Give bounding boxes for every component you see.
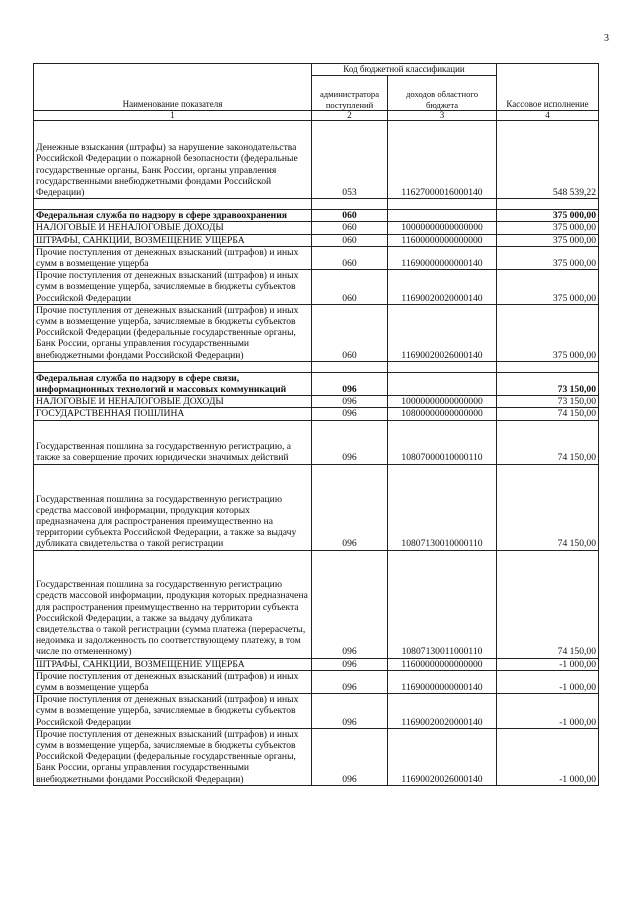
spacer-row bbox=[34, 361, 599, 372]
row-name: ШТРАФЫ, САНКЦИИ, ВОЗМЕЩЕНИЕ УЩЕРБА bbox=[34, 234, 312, 246]
row-code: 10807000010000110 bbox=[388, 420, 497, 464]
table-row bbox=[34, 550, 599, 658]
row-admin: 096 bbox=[312, 420, 388, 464]
row-admin: 096 bbox=[312, 464, 388, 550]
table-row bbox=[34, 246, 599, 269]
table-row bbox=[34, 408, 599, 420]
row-admin: 060 bbox=[312, 234, 388, 246]
row-amount: 375 000,00 bbox=[497, 222, 599, 234]
row-amount: 375 000,00 bbox=[497, 210, 599, 222]
row-admin: 096 bbox=[312, 658, 388, 670]
table-row bbox=[34, 121, 599, 199]
row-name: Государственная пошлина за государственную регистрацию средства массовой информации, продукция которых предназначена для распространения преимущественно на территории субъекта Российской Федерации, а также за выдачу дубликата свидетельства о такой регистрации bbox=[34, 464, 312, 550]
table-row bbox=[34, 728, 599, 785]
table-row bbox=[34, 694, 599, 729]
row-name: Федеральная служба по надзору в сфере связи, информационных технологий и массовых коммуникаций bbox=[34, 372, 312, 395]
header-name: Наименование показателя bbox=[34, 64, 312, 111]
row-code bbox=[388, 372, 497, 395]
row-name: Прочие поступления от денежных взысканий (штрафов) и иных сумм в возмещение ущерба, зачисляемые в бюджеты субъектов Российской Федерации bbox=[34, 694, 312, 729]
header-admin: администратора поступлений bbox=[312, 76, 388, 111]
row-code: 11600000000000000 bbox=[388, 658, 497, 670]
row-amount: -1 000,00 bbox=[497, 728, 599, 785]
row-name: Прочие поступления от денежных взысканий (штрафов) и иных сумм в возмещение ущерба bbox=[34, 246, 312, 269]
row-amount: -1 000,00 bbox=[497, 670, 599, 693]
row-admin: 096 bbox=[312, 408, 388, 420]
header-income: доходов областного бюджета bbox=[388, 76, 497, 111]
row-name: Государственная пошлина за государственную регистрацию, а также за совершение прочих юридически значимых действий bbox=[34, 420, 312, 464]
row-name: Прочие поступления от денежных взысканий (штрафов) и иных сумм в возмещение ущерба, зачисляемые в бюджеты субъектов Российской Федерации (федеральные государственные органы, Банк России, органы управления государственными внебюджетными фондами Российской Федерации) bbox=[34, 304, 312, 361]
header-row bbox=[34, 64, 599, 76]
row-name: Прочие поступления от денежных взысканий (штрафов) и иных сумм в возмещение ущерба, зачисляемые в бюджеты субъектов Российской Федерации (федеральные государственные органы, Банк России, органы управления государственными внебюджетными фондами Российской Федерации) bbox=[34, 728, 312, 785]
row-code: 10807130011000110 bbox=[388, 550, 497, 658]
row-code: 10000000000000000 bbox=[388, 396, 497, 408]
row-code: 11600000000000000 bbox=[388, 234, 497, 246]
row-code: 10000000000000000 bbox=[388, 222, 497, 234]
row-name: Государственная пошлина за государственную регистрацию средств массовой информации, продукция которых предназначена для распространения преимущественно на территории субъекта Российской Федерации, а также за выдачу дубликата свидетельства о такой регистрации (сумма платежа (перерасчеты, недоимка и задолженность по соответствующему платежу, в том числе по отмененному) bbox=[34, 550, 312, 658]
row-amount: 74 150,00 bbox=[497, 550, 599, 658]
row-admin: 096 bbox=[312, 694, 388, 729]
column-number-row bbox=[34, 111, 599, 121]
row-code: 10807130010000110 bbox=[388, 464, 497, 550]
row-amount: 375 000,00 bbox=[497, 304, 599, 361]
row-admin: 060 bbox=[312, 304, 388, 361]
row-amount: 375 000,00 bbox=[497, 234, 599, 246]
table-row bbox=[34, 304, 599, 361]
header-exec: Кассовое исполнение bbox=[497, 64, 599, 111]
row-name: ГОСУДАРСТВЕННАЯ ПОШЛИНА bbox=[34, 408, 312, 420]
row-code: 11690020020000140 bbox=[388, 694, 497, 729]
table-row bbox=[34, 372, 599, 395]
row-admin: 060 bbox=[312, 270, 388, 305]
row-amount: 74 150,00 bbox=[497, 408, 599, 420]
table-row bbox=[34, 658, 599, 670]
row-name: НАЛОГОВЫЕ И НЕНАЛОГОВЫЕ ДОХОДЫ bbox=[34, 396, 312, 408]
row-admin: 096 bbox=[312, 396, 388, 408]
row-name: Денежные взыскания (штрафы) за нарушение законодательства Российской Федерации о пожарной безопасности (федеральные государственные органы, Банк России, органы управления государственными внебюджетными фондами Российской Федерации) bbox=[34, 121, 312, 199]
table-row bbox=[34, 396, 599, 408]
row-code: 11690020026000140 bbox=[388, 728, 497, 785]
column-number: 1 bbox=[34, 111, 312, 121]
row-admin: 096 bbox=[312, 550, 388, 658]
column-number: 3 bbox=[388, 111, 497, 121]
row-name: Прочие поступления от денежных взысканий (штрафов) и иных сумм в возмещение ущерба bbox=[34, 670, 312, 693]
row-code: 11690000000000140 bbox=[388, 246, 497, 269]
table-row bbox=[34, 210, 599, 222]
row-code: 11690020020000140 bbox=[388, 270, 497, 305]
row-admin: 096 bbox=[312, 670, 388, 693]
row-name: Федеральная служба по надзору в сфере здравоохранения bbox=[34, 210, 312, 222]
row-name: ШТРАФЫ, САНКЦИИ, ВОЗМЕЩЕНИЕ УЩЕРБА bbox=[34, 658, 312, 670]
header-code-group: Код бюджетной классификации bbox=[312, 64, 497, 76]
table-row bbox=[34, 270, 599, 305]
row-code: 11690000000000140 bbox=[388, 670, 497, 693]
row-admin: 060 bbox=[312, 222, 388, 234]
row-amount: 73 150,00 bbox=[497, 396, 599, 408]
table-row bbox=[34, 420, 599, 464]
row-amount: 74 150,00 bbox=[497, 420, 599, 464]
row-code: 11690020026000140 bbox=[388, 304, 497, 361]
table-row bbox=[34, 222, 599, 234]
row-amount: 375 000,00 bbox=[497, 270, 599, 305]
table-row bbox=[34, 464, 599, 550]
page-number: 3 bbox=[604, 33, 609, 44]
table-row bbox=[34, 234, 599, 246]
row-amount: 74 150,00 bbox=[497, 464, 599, 550]
column-number: 4 bbox=[497, 111, 599, 121]
row-name: Прочие поступления от денежных взысканий (штрафов) и иных сумм в возмещение ущерба, зачисляемые в бюджеты субъектов Российской Федерации bbox=[34, 270, 312, 305]
row-admin: 060 bbox=[312, 210, 388, 222]
row-admin: 053 bbox=[312, 121, 388, 199]
row-amount: 73 150,00 bbox=[497, 372, 599, 395]
budget-table bbox=[33, 63, 599, 786]
row-code bbox=[388, 210, 497, 222]
spacer-row bbox=[34, 199, 599, 210]
row-name: НАЛОГОВЫЕ И НЕНАЛОГОВЫЕ ДОХОДЫ bbox=[34, 222, 312, 234]
row-admin: 060 bbox=[312, 246, 388, 269]
row-admin: 096 bbox=[312, 372, 388, 395]
row-amount: -1 000,00 bbox=[497, 694, 599, 729]
row-amount: 375 000,00 bbox=[497, 246, 599, 269]
row-amount: -1 000,00 bbox=[497, 658, 599, 670]
row-code: 10800000000000000 bbox=[388, 408, 497, 420]
column-number: 2 bbox=[312, 111, 388, 121]
row-admin: 096 bbox=[312, 728, 388, 785]
table-row bbox=[34, 670, 599, 693]
row-code: 11627000016000140 bbox=[388, 121, 497, 199]
row-amount: 548 539,22 bbox=[497, 121, 599, 199]
